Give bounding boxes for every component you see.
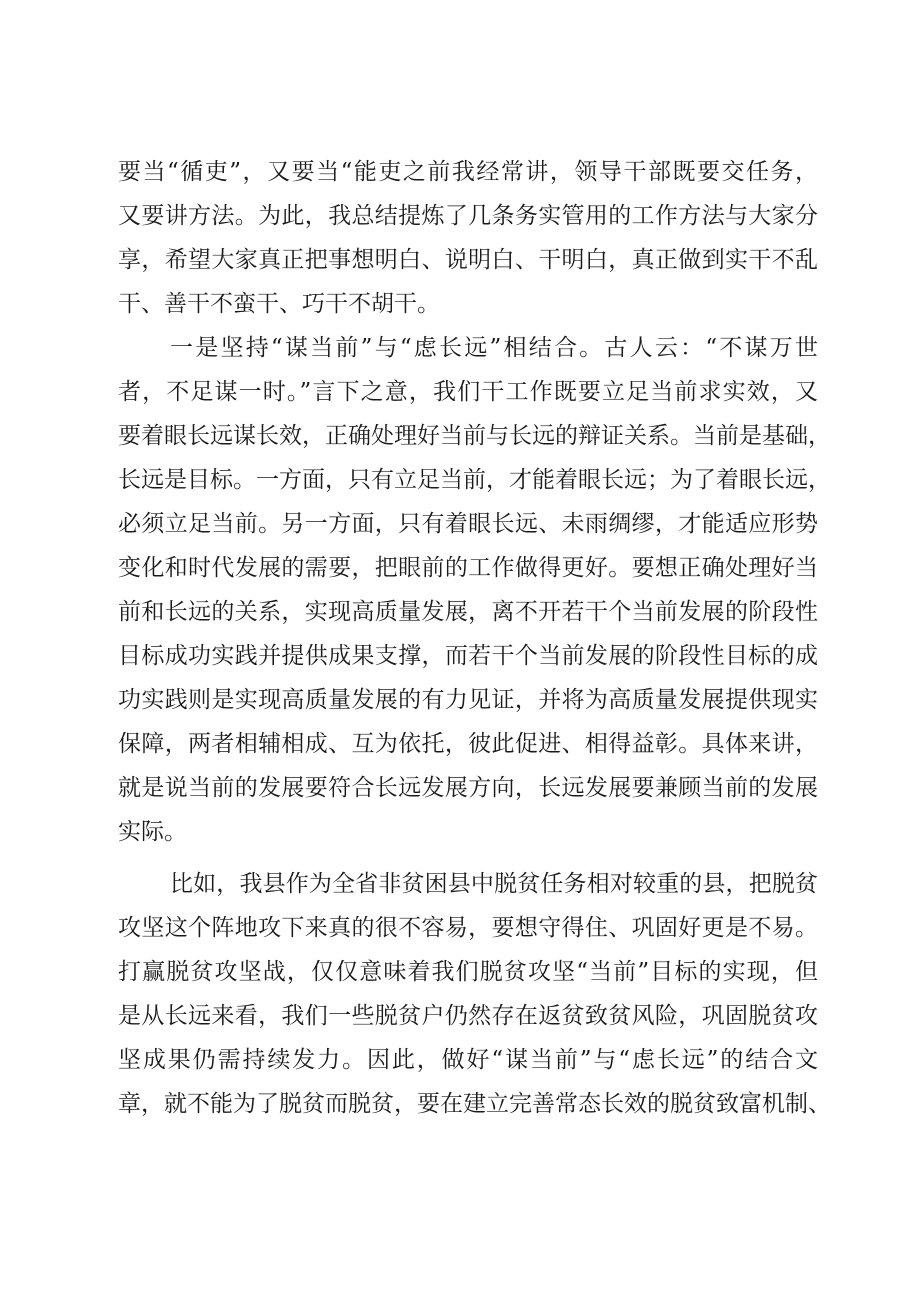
text-line: 打赢脱贫攻坚战，仅仅意味着我们脱贫攻坚“当前”目标的实现，但: [118, 959, 818, 985]
text-line: 目标成功实践并提供成果支撑，而若干个当前发展的阶段性目标的成: [118, 643, 818, 669]
text-line: 要着眼长远谋长效，正确处理好当前与长远的辩证关系。当前是基础，: [118, 423, 831, 449]
paragraph-example: [118, 862, 831, 1126]
paragraph-intro: [118, 150, 818, 326]
text-line: 又要讲方法。为此，我总结提炼了几条务实管用的工作方法与大家分: [118, 203, 818, 229]
text-line: 是从长远来看，我们一些脱贫户仍然存在返贫致贫风险，巩固脱贫攻: [118, 1003, 818, 1029]
text-line: 要当“循吏”，又要当“能吏之前我经常讲，领导干部既要交任务，: [118, 159, 818, 185]
text-line: 功实践则是实现高质量发展的有力见证，并将为高质量发展提供现实: [118, 687, 818, 713]
text-line: 就是说当前的发展要符合长远发展方向，长远发展要兼顾当前的发展: [118, 775, 818, 801]
text-line: 者，不足谋一时。”言下之意，我们干工作既要立足当前求实效，又: [118, 379, 818, 405]
text-line: 一是坚持“谋当前”与“虑长远”相结合。古人云：“不谋万世: [170, 335, 818, 361]
text-line: 攻坚这个阵地攻下来真的很不容易，要想守得住、巩固好更是不易。: [118, 915, 818, 941]
paragraph-point-one: [118, 326, 831, 854]
text-line: 保障，两者相辅相成、互为依托，彼此促进、相得益彰。具体来讲，: [118, 731, 818, 757]
text-line: 坚成果仍需持续发力。因此，做好“谋当前”与“虑长远”的结合文: [118, 1047, 818, 1073]
text-line: 章，就不能为了脱贫而脱贫，要在建立完善常态长效的脱贫致富机制、: [118, 1091, 831, 1117]
paragraph-spacer: [118, 854, 818, 862]
text-line: 享，希望大家真正把事想明白、说明白、干明白，真正做到实干不乱: [118, 247, 818, 273]
text-line: 长远是目标。一方面，只有立足当前，才能着眼长远；为了着眼长远，: [118, 467, 831, 493]
text-line: 前和长远的关系，实现高质量发展，离不开若干个当前发展的阶段性: [118, 599, 818, 625]
text-line: 实际。: [118, 819, 187, 845]
text-line: 必须立足当前。另一方面，只有着眼长远、未雨绸缪，才能适应形势: [118, 511, 818, 537]
text-line: 变化和时代发展的需要，把眼前的工作做得更好。要想正确处理好当: [118, 555, 818, 581]
document-body: [118, 150, 831, 1126]
text-line: 比如，我县作为全省非贫困县中脱贫任务相对较重的县，把脱贫: [170, 871, 818, 897]
text-line: 干、善干不蛮干、巧干不胡干。: [118, 291, 440, 317]
